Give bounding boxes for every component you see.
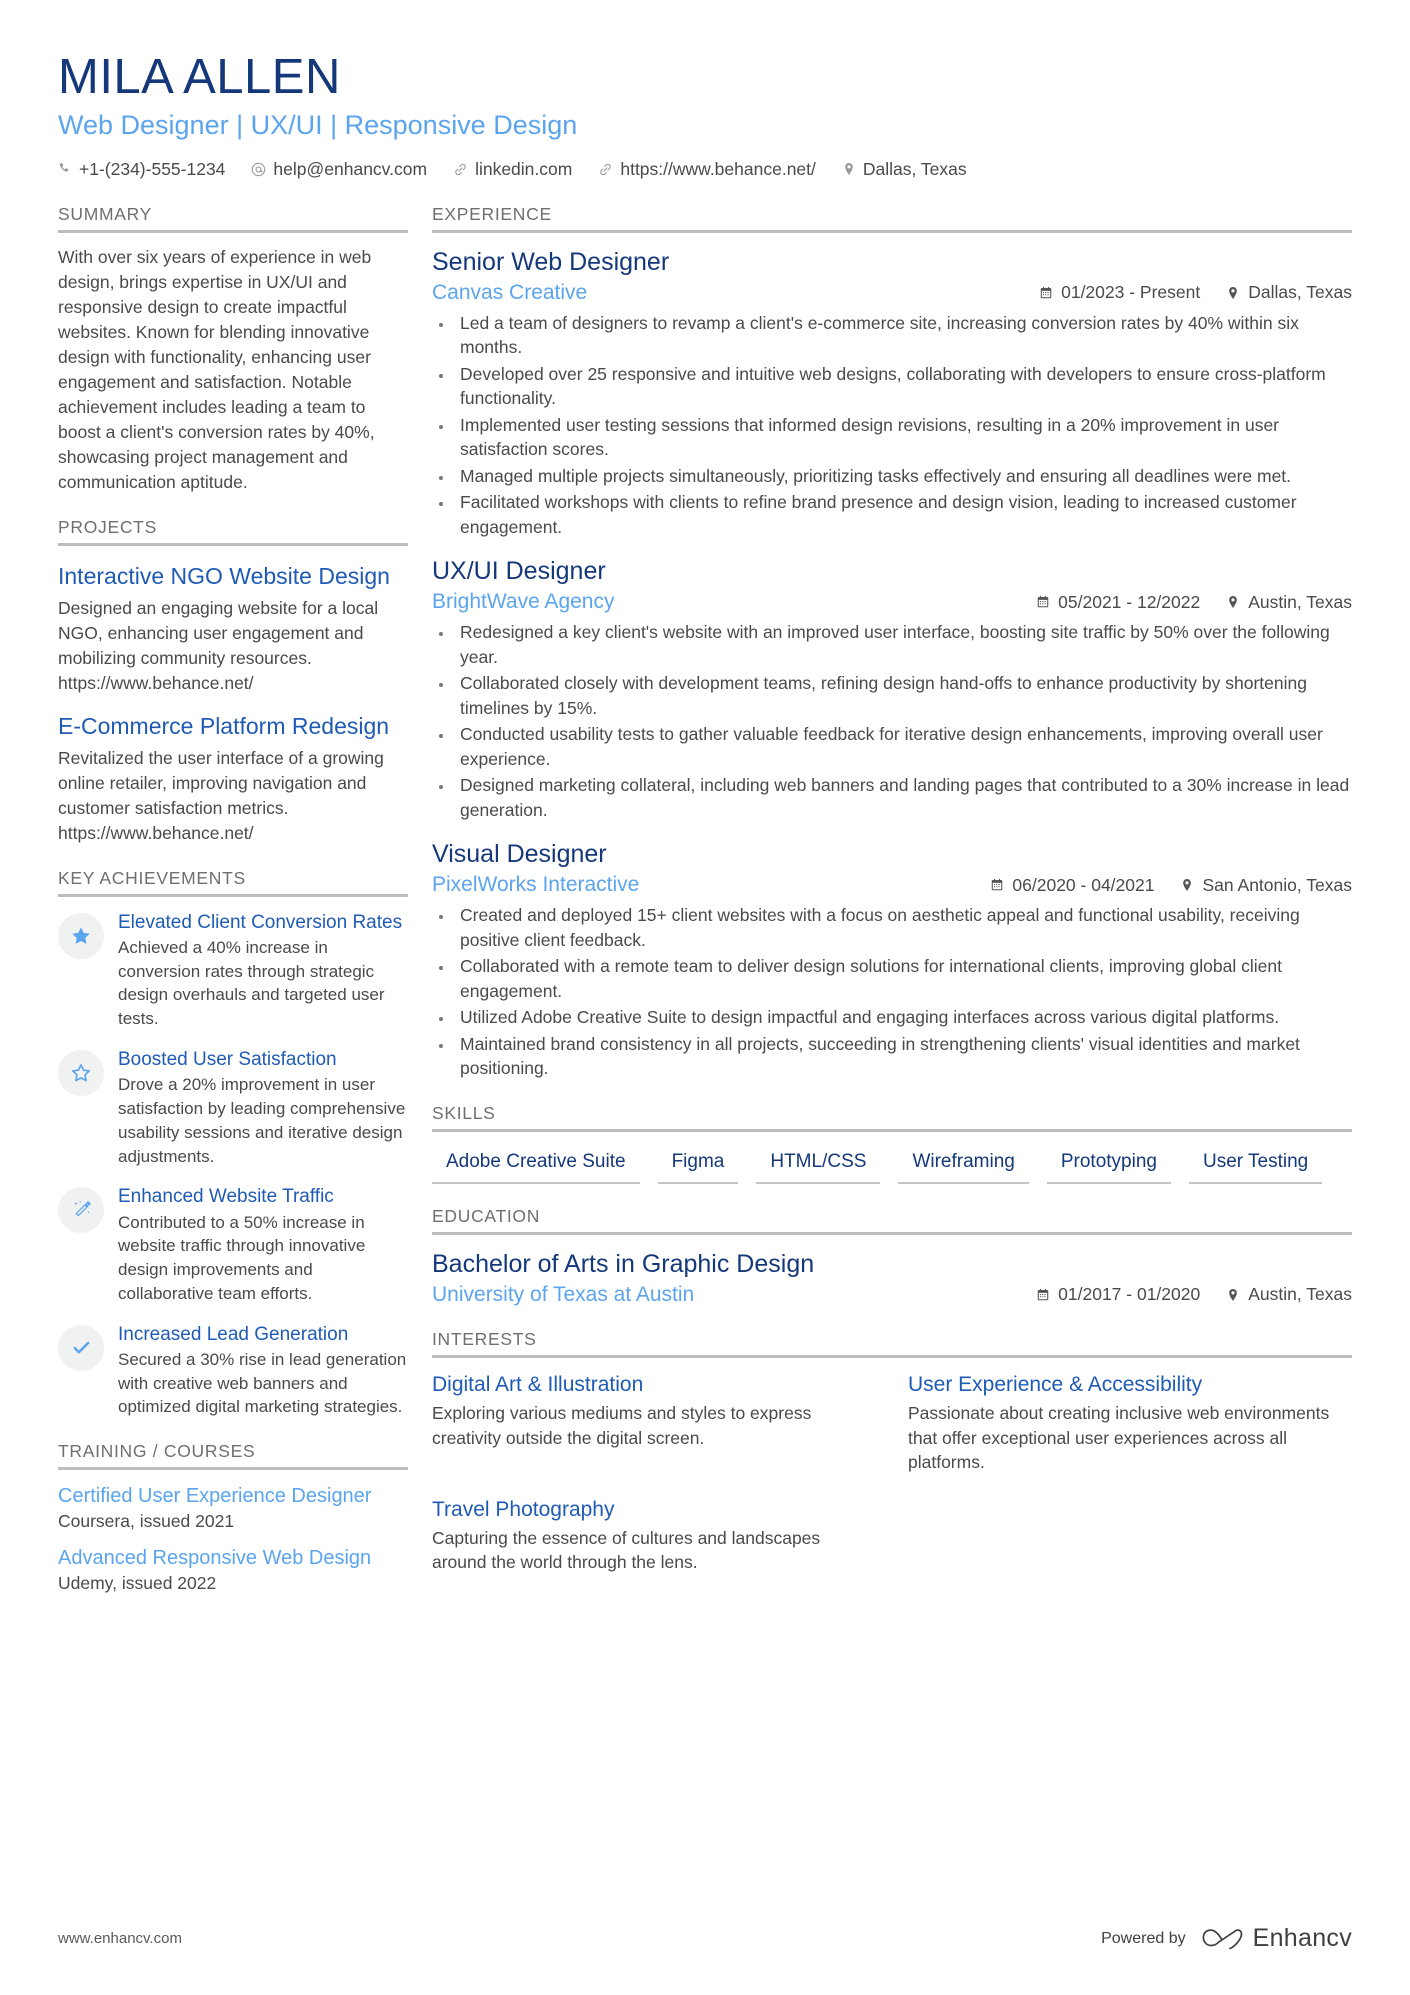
- section-key-achievements: [58, 868, 408, 1420]
- job-bullet: • Managed multiple projects simultaneously, prioritizing tasks effectively and ensuring all deadlines were met.: [454, 464, 1352, 489]
- job-bullet: • Redesigned a key client's website with an improved user interface, boosting site traffic by 50% over the following year.: [454, 620, 1352, 669]
- experience-item: [432, 839, 1352, 1081]
- job-meta-row: [432, 590, 1352, 614]
- education-school[interactable]: University of Texas at Austin: [432, 1282, 695, 1306]
- achievement-description: Contributed to a 50% increase in website traffic through innovative design improvements and collaborative team efforts.: [118, 1212, 366, 1303]
- job-company[interactable]: PixelWorks Interactive: [432, 873, 640, 897]
- contact-text: https://www.behance.net/: [620, 158, 816, 179]
- infinity-icon: [1200, 1926, 1244, 1952]
- achievement-description: Drove a 20% improvement in user satisfaction by leading comprehensive usability sessions and iterative design adjustments.: [118, 1075, 406, 1166]
- course-provider: Coursera, issued 2021: [58, 1511, 235, 1532]
- contact-list: [58, 159, 1352, 180]
- achievement-description: Achieved a 40% increase in conversion rates through strategic design overhauls and targeted user tests.: [118, 937, 385, 1029]
- section-title-skills: SKILLS: [432, 1102, 496, 1123]
- job-role: Visual Designer: [432, 840, 607, 869]
- projects-list: [58, 562, 408, 846]
- achievement-body: [118, 911, 408, 1031]
- education-meta-right: [1036, 1284, 1352, 1305]
- project-description: Revitalized the user interface of a growing online retailer, improving navigation and customer satisfaction metrics. https://www.behance.net/: [58, 747, 384, 843]
- job-bullet: • Developed over 25 responsive and intuitive web designs, collaborating with developers to ensure cross-platform functionality.: [454, 362, 1352, 411]
- magic-wand-icon: [70, 1199, 93, 1222]
- project-title[interactable]: E-Commerce Platform Redesign: [58, 712, 390, 739]
- achievement-badge: [58, 913, 104, 959]
- contact-item-4[interactable]: [842, 159, 967, 180]
- map-pin-icon: [1226, 286, 1240, 300]
- main-column: [432, 204, 1352, 1579]
- job-bullet: • Facilitated workshops with clients to refine brand presence and design vision, leading to increased customer engagement.: [454, 490, 1352, 539]
- job-location: [1180, 875, 1352, 896]
- education-item: [432, 1249, 1352, 1307]
- divider: [58, 230, 408, 233]
- job-dates: [990, 875, 1154, 896]
- contact-text: Dallas, Texas: [862, 158, 967, 179]
- job-dates-text: 06/2020 - 04/2021: [1012, 874, 1155, 895]
- job-location: [1226, 282, 1352, 303]
- achievement-item: [58, 1323, 408, 1420]
- job-location-text: Austin, Texas: [1248, 591, 1352, 612]
- contact-item-3[interactable]: [598, 159, 816, 180]
- job-dates: [1039, 282, 1200, 303]
- brand-block: [1101, 1924, 1352, 1953]
- course-item: [58, 1484, 408, 1532]
- contact-text: linkedin.com: [475, 158, 573, 179]
- contact-text: +1-(234)-555-1234: [79, 158, 226, 179]
- job-dates-text: 05/2021 - 12/2022: [1058, 591, 1201, 612]
- star-outline-icon: [70, 1062, 92, 1084]
- project-title[interactable]: Interactive NGO Website Design: [58, 562, 390, 589]
- job-bullet: • Collaborated with a remote team to deliver design solutions for international clients, improving global client engagement.: [454, 954, 1352, 1003]
- course-title[interactable]: Advanced Responsive Web Design: [58, 1547, 372, 1570]
- courses-list: [58, 1484, 408, 1594]
- enhancv-logo: [1200, 1924, 1352, 1953]
- experience-item: [432, 247, 1352, 540]
- job-meta-right: [1036, 592, 1352, 613]
- achievement-item: [58, 1185, 408, 1305]
- section-skills: [432, 1103, 1352, 1184]
- job-role: Senior Web Designer: [432, 247, 670, 276]
- link-icon: [598, 162, 613, 177]
- education-degree: Bachelor of Arts in Graphic Design: [432, 1249, 815, 1278]
- job-location: [1226, 592, 1352, 613]
- course-title[interactable]: Certified User Experience Designer: [58, 1485, 372, 1508]
- job-bullets: [432, 620, 1352, 822]
- job-bullet: • Designed marketing collateral, including web banners and landing pages that contributed to a 30% increase in lead generation.: [454, 773, 1352, 822]
- section-title-experience: EXPERIENCE: [432, 203, 552, 224]
- location-pin-icon: [842, 162, 856, 176]
- brand-name: Enhancv: [1252, 1924, 1352, 1952]
- job-location-text: Dallas, Texas: [1248, 282, 1352, 303]
- achievements-list: [58, 911, 408, 1420]
- contact-item-0[interactable]: [58, 159, 225, 180]
- achievement-body: [118, 1323, 408, 1420]
- interest-item: [432, 1372, 876, 1475]
- calendar-icon: [990, 878, 1004, 892]
- interest-description: Capturing the essence of cultures and landscapes around the world through the lens.: [432, 1527, 821, 1573]
- divider: [432, 1129, 1352, 1132]
- skill-tag[interactable]: Prototyping: [1047, 1148, 1171, 1184]
- divider: [58, 543, 408, 546]
- course-item: [58, 1546, 408, 1594]
- skills-list: [432, 1148, 1352, 1184]
- powered-by-label: Powered by: [1101, 1929, 1186, 1947]
- job-dates: [1036, 592, 1200, 613]
- skill-tag[interactable]: Wireframing: [898, 1148, 1028, 1184]
- job-bullet: • Conducted usability tests to gather valuable feedback for iterative design enhancements, improving overall user experience.: [454, 722, 1352, 771]
- skill-tag[interactable]: User Testing: [1189, 1148, 1322, 1184]
- achievement-body: [118, 1048, 408, 1168]
- calendar-icon: [1036, 595, 1050, 609]
- education-dates-text: 01/2017 - 01/2020: [1058, 1284, 1201, 1305]
- calendar-icon: [1036, 1288, 1050, 1302]
- summary-text: With over six years of experience in web design, brings expertise in UX/UI and responsive design to create impactful websites. Known for blending innovative design with functionality, enhancing user engagement and satisfaction. Notable achievement includes leading a team to boost a client's conversion rates by 40%, showcasing project management and communication aptitude.: [58, 246, 375, 492]
- map-pin-icon: [1226, 595, 1240, 609]
- divider: [58, 894, 408, 897]
- skill-tag[interactable]: Adobe Creative Suite: [432, 1148, 640, 1184]
- section-title-summary: SUMMARY: [58, 203, 153, 224]
- section-title-projects: PROJECTS: [58, 516, 157, 537]
- achievement-badge: [58, 1325, 104, 1371]
- contact-item-1[interactable]: [251, 159, 427, 180]
- interest-item: [432, 1497, 876, 1575]
- page-footer: [58, 1924, 1352, 1953]
- job-meta-row: [432, 281, 1352, 305]
- section-title-achievements: KEY ACHIEVEMENTS: [58, 867, 246, 888]
- achievement-item: [58, 1048, 408, 1168]
- skill-tag[interactable]: HTML/CSS: [756, 1148, 880, 1184]
- achievement-title: Increased Lead Generation: [118, 1323, 349, 1345]
- achievement-badge: [58, 1050, 104, 1096]
- interests-list: [432, 1372, 1352, 1575]
- achievement-item: [58, 911, 408, 1031]
- divider: [432, 1232, 1352, 1235]
- job-bullet: • Implemented user testing sessions that informed design revisions, resulting in a 20% improvement in user satisfaction scores.: [454, 413, 1352, 462]
- job-role: UX/UI Designer: [432, 557, 606, 586]
- project-item: [58, 562, 408, 696]
- check-icon: [70, 1336, 93, 1359]
- job-company[interactable]: Canvas Creative: [432, 280, 588, 304]
- job-meta-right: [990, 875, 1352, 896]
- section-experience: [432, 204, 1352, 1081]
- section-education: [432, 1206, 1352, 1307]
- project-item: [58, 712, 408, 846]
- experience-list: [432, 247, 1352, 1081]
- section-title-education: EDUCATION: [432, 1205, 541, 1226]
- sidebar-column: [58, 204, 408, 1598]
- education-location-text: Austin, Texas: [1248, 1284, 1352, 1305]
- job-bullet: • Utilized Adobe Creative Suite to design impactful and engaging interfaces across various digital platforms.: [454, 1005, 1352, 1030]
- job-meta-right: [1039, 282, 1352, 303]
- contact-text: help@enhancv.com: [273, 158, 428, 179]
- education-location: [1226, 1284, 1352, 1305]
- interest-description: Passionate about creating inclusive web environments that offer exceptional user experiences across all platforms.: [908, 1403, 1330, 1473]
- phone-icon: [58, 162, 72, 176]
- page-title: MILA ALLEN: [58, 50, 341, 104]
- project-description: Designed an engaging website for a local NGO, enhancing user engagement and mobilizing community resources. https://www.behance.net/: [58, 597, 379, 693]
- job-bullet: • Led a team of designers to revamp a client's e-commerce site, increasing conversion rates by 40% within six months.: [454, 311, 1352, 360]
- section-title-interests: INTERESTS: [432, 1328, 537, 1349]
- email-icon: [251, 162, 266, 177]
- interest-item: [908, 1372, 1352, 1475]
- course-provider: Udemy, issued 2022: [58, 1573, 217, 1594]
- achievement-title: Enhanced Website Traffic: [118, 1186, 334, 1208]
- link-icon: [453, 162, 468, 177]
- divider: [58, 1467, 408, 1470]
- achievement-description: Secured a 30% rise in lead generation with creative web banners and optimized digital marketing strategies.: [118, 1349, 407, 1417]
- section-interests: [432, 1329, 1352, 1575]
- achievement-badge: [58, 1187, 104, 1233]
- job-bullets: [432, 903, 1352, 1081]
- resume-header: [58, 52, 1352, 180]
- interest-title: Digital Art & Illustration: [432, 1372, 644, 1396]
- divider: [432, 1355, 1352, 1358]
- section-projects: [58, 517, 408, 846]
- footer-website[interactable]: www.enhancv.com: [58, 1930, 182, 1947]
- map-pin-icon: [1226, 1288, 1240, 1302]
- education-dates: [1036, 1284, 1200, 1305]
- education-meta-row: [432, 1283, 1352, 1307]
- star-filled-icon: [70, 925, 92, 947]
- achievement-title: Elevated Client Conversion Rates: [118, 911, 403, 933]
- headline: Web Designer | UX/UI | Responsive Design: [58, 110, 578, 141]
- interest-title: User Experience & Accessibility: [908, 1372, 1203, 1396]
- achievement-title: Boosted User Satisfaction: [118, 1048, 337, 1070]
- map-pin-icon: [1180, 878, 1194, 892]
- achievement-body: [118, 1185, 408, 1305]
- interest-title: Travel Photography: [432, 1497, 615, 1521]
- education-list: [432, 1249, 1352, 1307]
- job-bullet: • Created and deployed 15+ client websites with a focus on aesthetic appeal and functional usability, receiving positive client feedback.: [454, 903, 1352, 952]
- job-dates-text: 01/2023 - Present: [1061, 282, 1201, 303]
- job-location-text: San Antonio, Texas: [1202, 874, 1352, 895]
- divider: [432, 230, 1352, 233]
- job-bullet: • Collaborated closely with development teams, refining design hand-offs to enhance productivity by shortening timelines by 15%.: [454, 671, 1352, 720]
- job-meta-row: [432, 873, 1352, 897]
- job-bullet: • Maintained brand consistency in all projects, succeeding in strengthening clients' visual identities and market positioning.: [454, 1032, 1352, 1081]
- interest-description: Exploring various mediums and styles to express creativity outside the digital screen.: [432, 1403, 812, 1448]
- job-bullets: [432, 311, 1352, 540]
- section-title-training: TRAINING / COURSES: [58, 1441, 256, 1462]
- skill-tag[interactable]: Figma: [658, 1148, 739, 1184]
- contact-item-2[interactable]: [453, 159, 572, 180]
- section-summary: [58, 204, 408, 495]
- section-training-courses: [58, 1441, 408, 1594]
- job-company[interactable]: BrightWave Agency: [432, 590, 615, 614]
- experience-item: [432, 556, 1352, 822]
- calendar-icon: [1039, 286, 1053, 300]
